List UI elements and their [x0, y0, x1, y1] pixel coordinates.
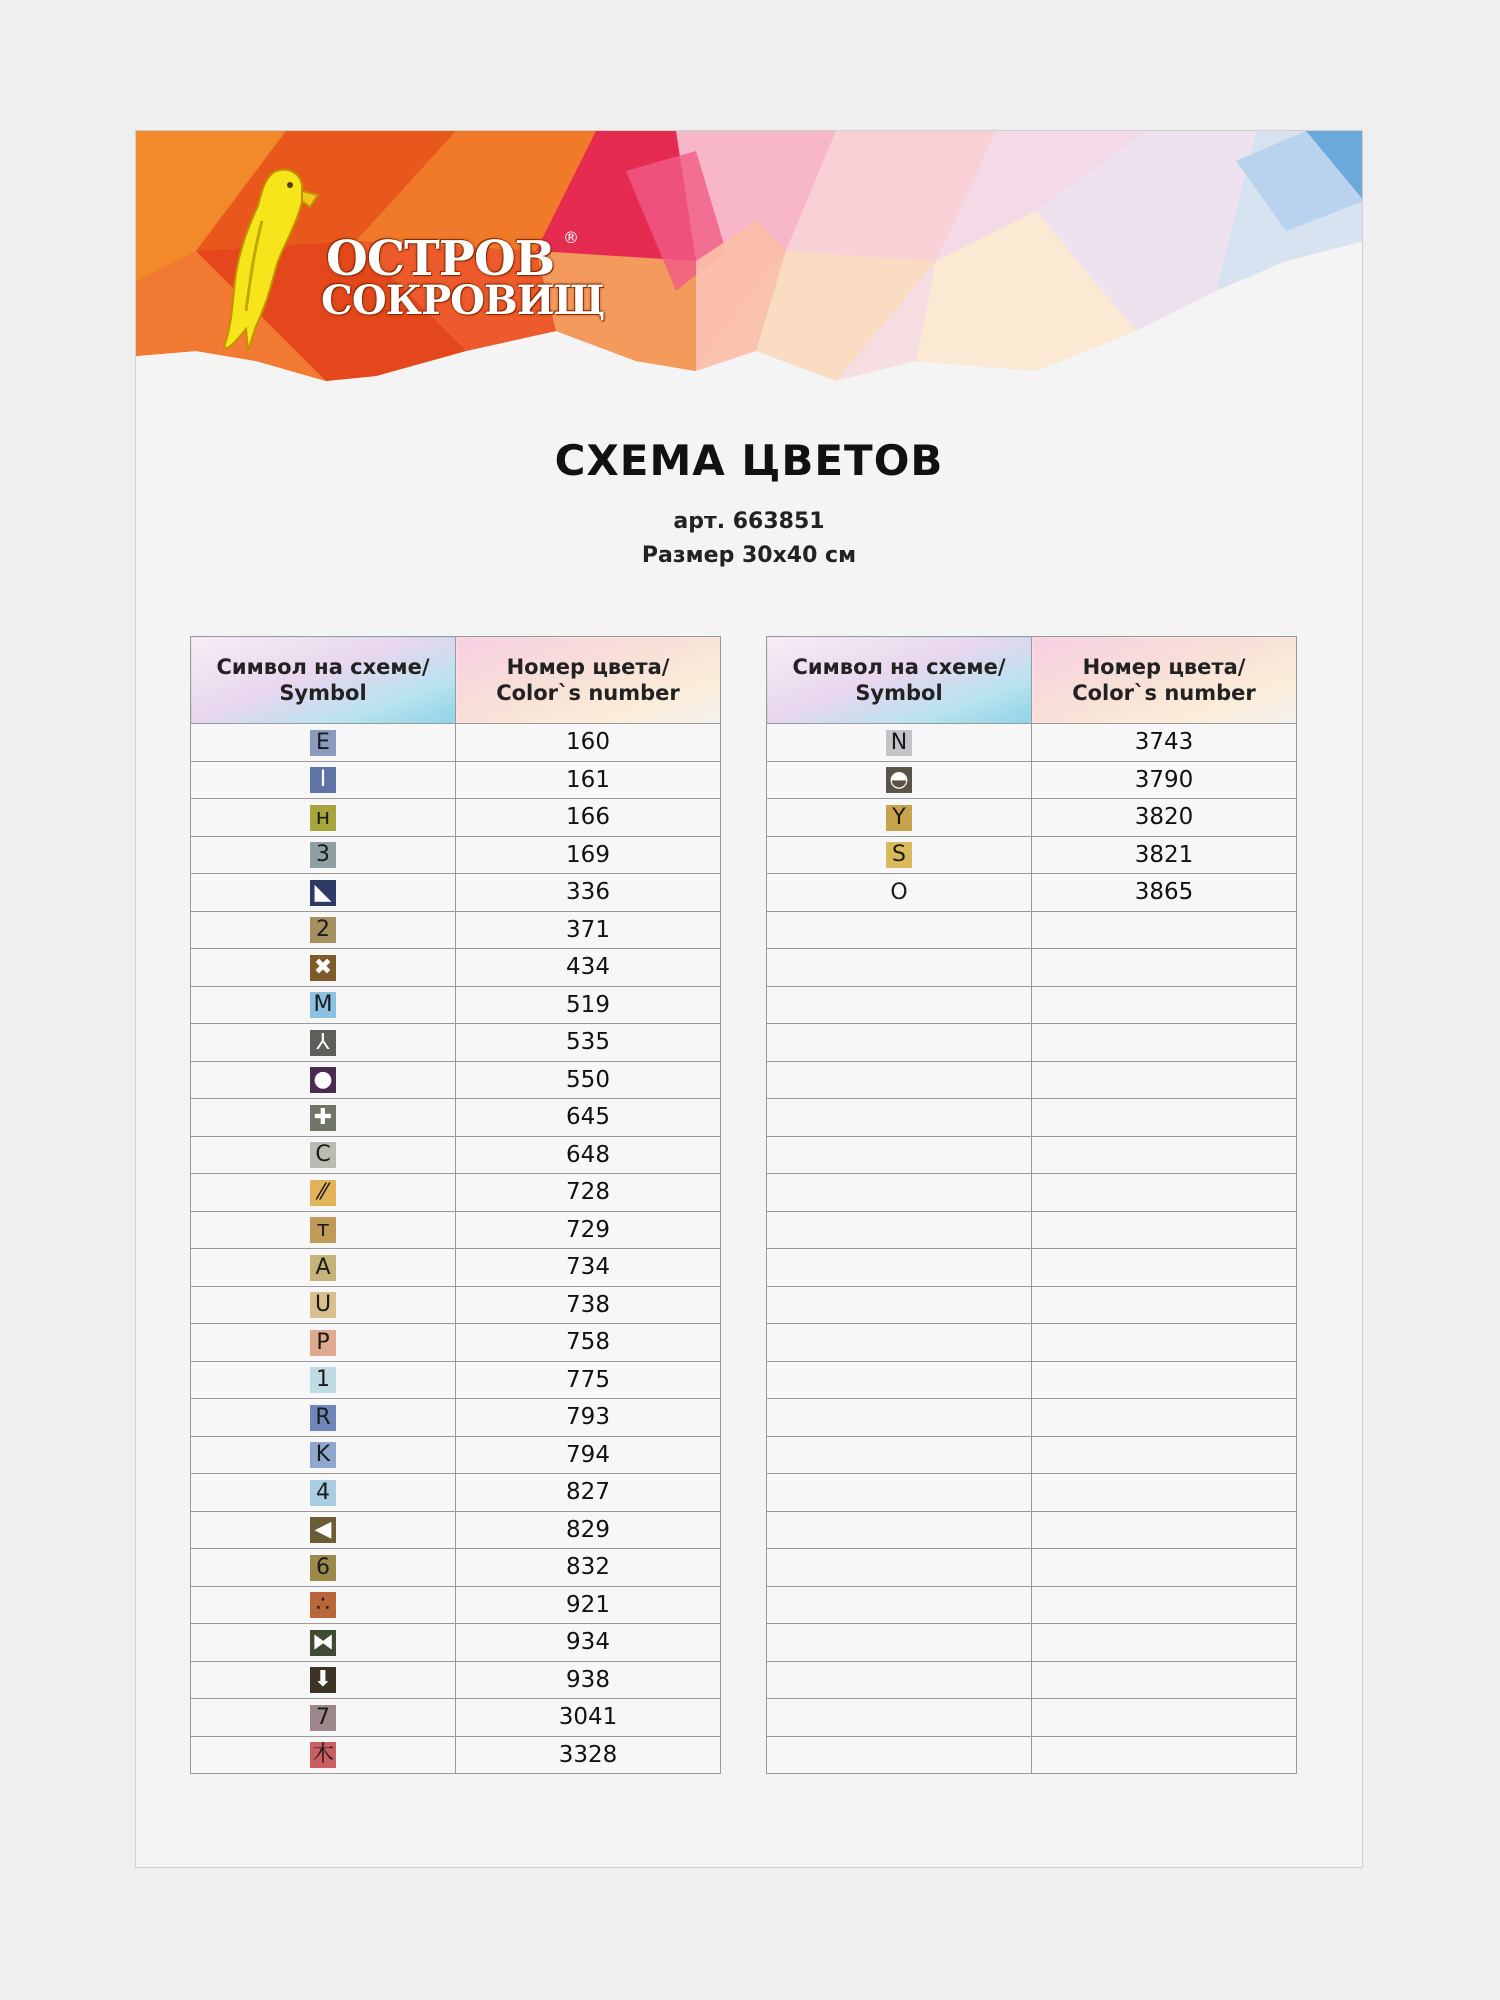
symbol-swatch: P — [310, 1330, 336, 1356]
color-number-cell: 827 — [456, 1474, 721, 1512]
color-number-cell — [1032, 1361, 1297, 1399]
symbol-cell — [767, 1624, 1032, 1662]
table-row — [191, 1361, 721, 1399]
color-number-cell: 550 — [456, 1061, 721, 1099]
color-number-cell: 3790 — [1032, 761, 1297, 799]
symbol-cell — [767, 1661, 1032, 1699]
color-number-cell: 169 — [456, 836, 721, 874]
color-number-cell: 161 — [456, 761, 721, 799]
symbol-swatch: Y — [886, 805, 912, 831]
table-row — [767, 1136, 1297, 1174]
table-row — [191, 986, 721, 1024]
symbol-cell — [767, 911, 1032, 949]
canvas-size: Размер 30x40 см — [641, 543, 857, 568]
color-number-cell — [1032, 1624, 1297, 1662]
symbol-swatch: E — [310, 730, 336, 756]
symbol-cell — [191, 874, 456, 912]
symbol-cell — [767, 1549, 1032, 1587]
symbol-cell — [191, 1361, 456, 1399]
symbol-cell — [191, 1624, 456, 1662]
symbol-cell — [767, 1474, 1032, 1512]
color-number-cell — [1032, 1511, 1297, 1549]
color-number-cell — [1032, 1699, 1297, 1737]
symbol-cell — [191, 1249, 456, 1287]
table-row — [767, 1174, 1297, 1212]
symbol-cell — [767, 1436, 1032, 1474]
number-column-header: Номер цвета/ Color`s number — [1032, 637, 1297, 724]
color-number-cell: 434 — [456, 949, 721, 987]
color-number-cell: 535 — [456, 1024, 721, 1062]
symbol-cell — [191, 761, 456, 799]
table-row — [767, 1399, 1297, 1437]
color-number-cell — [1032, 986, 1297, 1024]
color-number-cell — [1032, 1061, 1297, 1099]
table-row — [191, 1699, 721, 1737]
table-header-row — [191, 637, 721, 724]
table-row — [767, 761, 1297, 799]
symbol-cell — [191, 1324, 456, 1362]
symbol-cell — [191, 1061, 456, 1099]
symbol-cell — [767, 1736, 1032, 1774]
table-row — [191, 1174, 721, 1212]
table-row — [767, 1286, 1297, 1324]
symbol-cell — [191, 1511, 456, 1549]
table-row — [767, 1699, 1297, 1737]
color-number-cell: 729 — [456, 1211, 721, 1249]
table-row — [191, 1736, 721, 1774]
symbol-cell — [191, 1661, 456, 1699]
table-row — [767, 911, 1297, 949]
symbol-swatch: ⁄⁄ — [310, 1180, 336, 1206]
table-row — [767, 1361, 1297, 1399]
color-number-cell: 3821 — [1032, 836, 1297, 874]
symbol-cell — [767, 1024, 1032, 1062]
symbol-cell — [191, 724, 456, 762]
color-number-cell: 645 — [456, 1099, 721, 1137]
table-row — [191, 1136, 721, 1174]
symbol-swatch: ◀ — [310, 1517, 336, 1543]
color-number-cell: 775 — [456, 1361, 721, 1399]
color-number-cell — [1032, 1099, 1297, 1137]
brand-name-line1: ОСТРОВ — [326, 231, 555, 287]
symbol-swatch: 2 — [310, 917, 336, 943]
symbol-cell — [191, 986, 456, 1024]
color-number-cell: 166 — [456, 799, 721, 837]
symbol-cell — [767, 1511, 1032, 1549]
table-row — [191, 949, 721, 987]
color-number-cell: 793 — [456, 1399, 721, 1437]
number-column-header: Номер цвета/ Color`s number — [456, 637, 721, 724]
color-number-cell: 738 — [456, 1286, 721, 1324]
color-number-cell: 794 — [456, 1436, 721, 1474]
symbol-cell — [767, 874, 1032, 912]
symbol-cell — [767, 799, 1032, 837]
symbol-swatch: ⅄ — [310, 1030, 336, 1056]
symbol-column-header: Символ на схеме/ Symbol — [767, 637, 1032, 724]
table-row — [767, 1549, 1297, 1587]
table-row — [191, 1061, 721, 1099]
table-row — [191, 724, 721, 762]
table-row — [767, 986, 1297, 1024]
symbol-swatch: ⧓ — [312, 1629, 334, 1655]
symbol-swatch: ◣ — [310, 880, 336, 906]
table-row — [191, 836, 721, 874]
color-number-cell: 832 — [456, 1549, 721, 1587]
parrot-icon — [206, 151, 326, 351]
table-row — [191, 1099, 721, 1137]
symbol-column-header: Символ на схеме/ Symbol — [191, 637, 456, 724]
symbol-cell — [767, 761, 1032, 799]
color-number-cell — [1032, 1249, 1297, 1287]
color-table-right — [766, 636, 1297, 1774]
symbol-swatch: 7 — [310, 1705, 336, 1731]
table-row — [191, 761, 721, 799]
table-row — [191, 1399, 721, 1437]
symbol-cell — [191, 1024, 456, 1062]
table-row — [191, 1436, 721, 1474]
symbol-cell — [767, 1586, 1032, 1624]
color-table-left — [190, 636, 721, 1774]
color-number-cell — [1032, 1661, 1297, 1699]
symbol-cell — [767, 1249, 1032, 1287]
symbol-cell — [767, 1399, 1032, 1437]
symbol-swatch: н — [310, 805, 336, 831]
table-row — [767, 1249, 1297, 1287]
symbol-cell — [767, 724, 1032, 762]
color-number-cell: 934 — [456, 1624, 721, 1662]
symbol-swatch: 4 — [310, 1480, 336, 1506]
symbol-cell — [191, 799, 456, 837]
symbol-swatch: 6 — [310, 1555, 336, 1581]
color-number-cell: 938 — [456, 1661, 721, 1699]
color-number-cell — [1032, 911, 1297, 949]
table-row — [767, 1324, 1297, 1362]
color-number-cell: 519 — [456, 986, 721, 1024]
table-row — [191, 799, 721, 837]
symbol-cell — [191, 1549, 456, 1587]
color-number-cell — [1032, 1736, 1297, 1774]
table-row — [767, 1586, 1297, 1624]
symbol-cell — [767, 1324, 1032, 1362]
registered-mark: ® — [563, 228, 579, 247]
symbol-swatch: C — [310, 1142, 336, 1168]
color-number-cell — [1032, 1549, 1297, 1587]
symbol-cell — [191, 1436, 456, 1474]
color-number-cell — [1032, 1324, 1297, 1362]
table-row — [767, 1624, 1297, 1662]
table-header-row — [767, 637, 1297, 724]
color-number-cell: 728 — [456, 1174, 721, 1212]
table-row — [767, 949, 1297, 987]
symbol-swatch: ● — [310, 1067, 336, 1093]
color-number-cell: 3820 — [1032, 799, 1297, 837]
symbol-cell — [191, 1586, 456, 1624]
table-row — [767, 1099, 1297, 1137]
symbol-swatch: ⽊ — [311, 1742, 334, 1767]
table-row — [191, 1586, 721, 1624]
color-number-cell: 758 — [456, 1324, 721, 1362]
table-row — [191, 911, 721, 949]
color-number-cell — [1032, 1174, 1297, 1212]
table-row — [191, 1249, 721, 1287]
table-row — [767, 1436, 1297, 1474]
table-row — [767, 1736, 1297, 1774]
table-row — [767, 1211, 1297, 1249]
symbol-cell — [191, 1399, 456, 1437]
table-row — [191, 874, 721, 912]
color-number-cell: 3041 — [456, 1699, 721, 1737]
symbol-swatch: ✚ — [310, 1105, 336, 1131]
symbol-cell — [767, 1099, 1032, 1137]
table-row — [191, 1549, 721, 1587]
color-number-cell — [1032, 1436, 1297, 1474]
symbol-cell — [191, 1174, 456, 1212]
symbol-cell — [767, 1286, 1032, 1324]
symbol-cell — [767, 949, 1032, 987]
color-number-cell: 336 — [456, 874, 721, 912]
color-number-cell: 3865 — [1032, 874, 1297, 912]
document-title: СХЕМА ЦВЕТОВ — [554, 436, 944, 485]
symbol-cell — [191, 836, 456, 874]
table-row — [767, 1661, 1297, 1699]
color-number-cell: 829 — [456, 1511, 721, 1549]
brand-name-line2: СОКРОВИЩ — [321, 277, 605, 324]
color-number-cell — [1032, 1024, 1297, 1062]
symbol-swatch: ◓ — [886, 767, 912, 793]
symbol-swatch: 3 — [310, 842, 336, 868]
symbol-cell — [191, 911, 456, 949]
symbol-swatch: A — [310, 1255, 336, 1281]
symbol-swatch: I — [310, 767, 336, 793]
symbol-cell — [767, 836, 1032, 874]
symbol-swatch: N — [886, 730, 912, 756]
color-number-cell — [1032, 1286, 1297, 1324]
table-row — [191, 1024, 721, 1062]
color-number-cell — [1032, 1399, 1297, 1437]
table-row — [767, 1474, 1297, 1512]
table-row — [191, 1661, 721, 1699]
color-number-cell — [1032, 949, 1297, 987]
symbol-swatch: 1 — [310, 1367, 336, 1393]
symbol-cell — [191, 1474, 456, 1512]
table-row — [191, 1211, 721, 1249]
symbol-cell — [767, 1699, 1032, 1737]
table-row — [767, 1024, 1297, 1062]
symbol-swatch: ✖ — [310, 955, 336, 981]
symbol-swatch: O — [890, 879, 908, 905]
symbol-cell — [191, 1136, 456, 1174]
symbol-swatch: ⬇ — [310, 1667, 336, 1693]
symbol-swatch: K — [310, 1442, 336, 1468]
symbol-swatch: M — [310, 992, 336, 1018]
color-number-cell — [1032, 1136, 1297, 1174]
table-row — [767, 836, 1297, 874]
color-number-cell: 3743 — [1032, 724, 1297, 762]
symbol-cell — [191, 1099, 456, 1137]
symbol-cell — [767, 1136, 1032, 1174]
symbol-cell — [191, 1286, 456, 1324]
symbol-cell — [767, 1361, 1032, 1399]
table-row — [191, 1624, 721, 1662]
symbol-cell — [191, 1736, 456, 1774]
color-number-cell — [1032, 1586, 1297, 1624]
color-number-cell: 921 — [456, 1586, 721, 1624]
symbol-swatch: R — [310, 1405, 336, 1431]
table-row — [767, 1511, 1297, 1549]
color-number-cell: 648 — [456, 1136, 721, 1174]
table-row — [767, 799, 1297, 837]
table-row — [191, 1474, 721, 1512]
symbol-cell — [191, 1211, 456, 1249]
color-number-cell: 734 — [456, 1249, 721, 1287]
symbol-cell — [191, 1699, 456, 1737]
color-number-cell: 371 — [456, 911, 721, 949]
color-number-cell: 3328 — [456, 1736, 721, 1774]
symbol-cell — [767, 986, 1032, 1024]
table-row — [767, 874, 1297, 912]
symbol-swatch: U — [310, 1292, 336, 1318]
table-row — [191, 1286, 721, 1324]
color-number-cell — [1032, 1474, 1297, 1512]
color-number-cell — [1032, 1211, 1297, 1249]
table-row — [767, 724, 1297, 762]
symbol-cell — [767, 1174, 1032, 1212]
symbol-swatch: ∴ — [310, 1592, 336, 1618]
table-row — [191, 1324, 721, 1362]
symbol-cell — [767, 1211, 1032, 1249]
symbol-swatch: т — [310, 1217, 336, 1243]
symbol-cell — [191, 949, 456, 987]
symbol-swatch: S — [886, 842, 912, 868]
color-chart-sheet — [135, 130, 1363, 1868]
table-row — [767, 1061, 1297, 1099]
table-row — [191, 1511, 721, 1549]
symbol-cell — [767, 1061, 1032, 1099]
color-number-cell: 160 — [456, 724, 721, 762]
article-number: арт. 663851 — [673, 509, 825, 534]
